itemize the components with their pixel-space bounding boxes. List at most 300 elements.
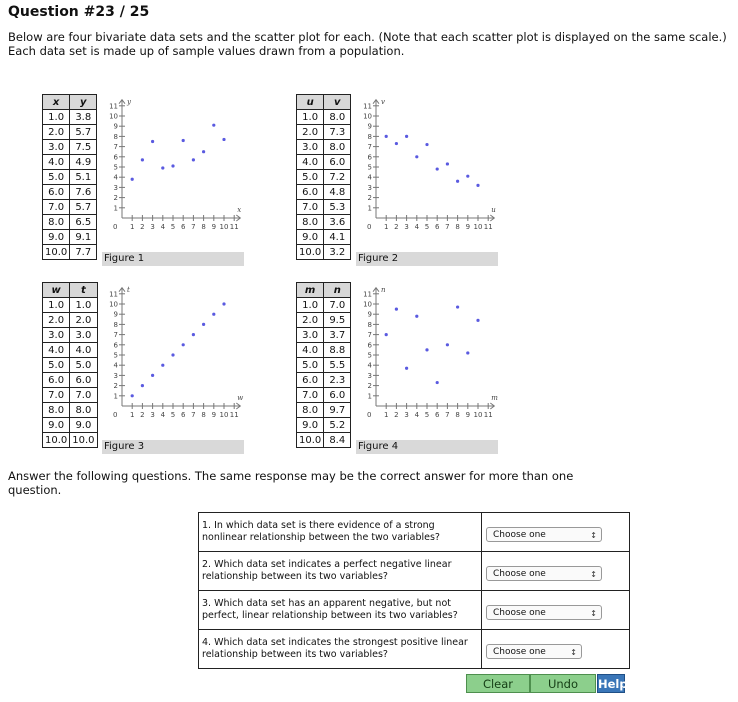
x-value-cell: 10.0 (43, 433, 70, 448)
answer-select-1[interactable]: Choose one ↕ (486, 527, 602, 542)
figure-label: Figure 2 (356, 252, 498, 266)
y-value-cell: 7.0 (324, 298, 351, 313)
questions-table (198, 512, 630, 669)
y-value-cell: 9.7 (324, 403, 351, 418)
x-tick-label: 6 (180, 223, 186, 231)
table-row (297, 433, 351, 448)
y-value-cell: 8.0 (324, 140, 351, 155)
data-point (395, 308, 398, 311)
table-row (43, 433, 98, 448)
figure-label: Figure 4 (356, 440, 498, 454)
table-row (43, 245, 97, 260)
y-value-cell: 3.2 (324, 245, 351, 260)
y-tick-label: 2 (367, 194, 372, 203)
table-row (297, 200, 351, 215)
x-tick-label: 1 (129, 411, 135, 419)
undo-button[interactable]: Undo (530, 674, 596, 693)
table-row (43, 230, 97, 245)
table-row (43, 200, 97, 215)
table-row (297, 125, 351, 140)
question-intro: Below are four bivariate data sets and the scatter plot for each. (Note that each scatter plot is displayed on the same scale.) Each data set is made up of sample values drawn from a population. (8, 30, 727, 58)
question-text: 1. In which data set is there evidence of a strong nonlinear relationship between the two variables? (199, 513, 482, 552)
y-tick-label: 5 (113, 163, 118, 172)
y-value-cell: 4.9 (70, 155, 97, 170)
table-row (43, 358, 98, 373)
y-tick-label: 9 (367, 122, 372, 131)
x-value-cell: 2.0 (43, 313, 70, 328)
y-tick-label: 10 (363, 112, 372, 121)
x-tick-label: 7 (191, 411, 196, 419)
x-tick-label: 5 (170, 223, 176, 231)
data-point (192, 158, 195, 161)
table-row (297, 313, 351, 328)
x-value-cell: 7.0 (297, 388, 324, 403)
y-value-cell: 6.0 (324, 155, 351, 170)
y-value-cell: 3.6 (324, 215, 351, 230)
data-point (405, 367, 408, 370)
table-row (297, 373, 351, 388)
x-tick-label: 11 (229, 223, 239, 231)
x-tick-label: 2 (140, 223, 145, 231)
y-value-cell: 4.1 (324, 230, 351, 245)
y-tick-label: 2 (113, 194, 118, 203)
x-value-cell: 10.0 (297, 433, 324, 448)
table-row (43, 110, 97, 125)
x-tick-label: 6 (180, 411, 186, 419)
data-table (42, 282, 98, 448)
x-tick-label: 1 (383, 223, 389, 231)
y-tick-label: 1 (113, 392, 118, 401)
x-tick-label: 11 (483, 411, 493, 419)
table-row (43, 388, 98, 403)
x-value-cell: 6.0 (297, 185, 324, 200)
figure-label: Figure 3 (102, 440, 244, 454)
x-value-cell: 7.0 (297, 200, 324, 215)
x-value-cell: 8.0 (297, 403, 324, 418)
origin-label: 0 (367, 411, 372, 419)
x-tick-label: 4 (414, 223, 420, 231)
table-row (297, 185, 351, 200)
table-row (43, 155, 97, 170)
x-value-cell: 10.0 (297, 245, 324, 260)
x-value-cell: 9.0 (297, 230, 324, 245)
data-point (436, 381, 439, 384)
data-point (456, 305, 459, 308)
data-table (296, 282, 351, 448)
table-row (297, 298, 351, 313)
y-value-cell: 7.3 (324, 125, 351, 140)
y-value-cell: 4.8 (324, 185, 351, 200)
y-value-cell: 1.0 (70, 298, 97, 313)
data-table (296, 94, 351, 260)
y-tick-label: 11 (363, 290, 372, 299)
y-tick-label: 5 (367, 351, 372, 360)
x-value-cell: 7.0 (43, 200, 70, 215)
table-row (43, 215, 97, 230)
y-value-cell: 5.5 (324, 358, 351, 373)
x-tick-label: 8 (455, 223, 460, 231)
x-tick-label: 7 (445, 223, 450, 231)
x-tick-label: 3 (404, 223, 409, 231)
y-tick-label: 10 (109, 300, 118, 309)
y-header: t (70, 283, 97, 298)
table-row (43, 125, 97, 140)
dataset-panel-3 (42, 282, 252, 472)
dataset-panel-2 (296, 94, 506, 284)
x-tick-label: 9 (211, 223, 217, 231)
y-value-cell: 9.0 (70, 418, 97, 433)
y-value-cell: 10.0 (70, 433, 97, 448)
x-header: m (297, 283, 324, 298)
y-tick-label: 6 (367, 341, 372, 350)
x-header: w (43, 283, 70, 298)
data-point (385, 135, 388, 138)
data-point (476, 319, 479, 322)
y-tick-label: 4 (367, 361, 372, 370)
table-row (297, 230, 351, 245)
x-value-cell: 5.0 (297, 170, 324, 185)
scatter-plot (98, 282, 248, 432)
data-point (141, 158, 144, 161)
table-row (297, 358, 351, 373)
y-value-cell: 6.5 (70, 215, 97, 230)
y-value-cell: 5.7 (70, 200, 97, 215)
y-value-cell: 9.5 (324, 313, 351, 328)
x-axis-label: m (491, 394, 498, 402)
select-arrows-icon: ↕ (590, 609, 597, 618)
table-row (297, 170, 351, 185)
y-tick-label: 6 (113, 341, 118, 350)
y-tick-label: 9 (113, 122, 118, 131)
x-tick-label: 9 (465, 411, 471, 419)
y-tick-label: 8 (113, 320, 118, 329)
question-text: 2. Which data set indicates a perfect negative linear relationship between its two variables? (199, 552, 482, 591)
x-tick-label: 5 (424, 223, 430, 231)
data-point (222, 302, 225, 305)
x-tick-label: 10 (473, 223, 483, 231)
table-row (43, 343, 98, 358)
x-tick-label: 2 (394, 411, 399, 419)
data-point (466, 351, 469, 354)
x-tick-label: 10 (473, 411, 483, 419)
y-value-cell: 8.8 (324, 343, 351, 358)
y-tick-label: 3 (113, 371, 118, 380)
table-row (297, 215, 351, 230)
y-tick-label: 11 (109, 290, 118, 299)
y-tick-label: 1 (367, 392, 372, 401)
y-value-cell: 7.5 (70, 140, 97, 155)
y-header: n (324, 283, 351, 298)
data-point (171, 164, 174, 167)
y-tick-label: 8 (367, 132, 372, 141)
data-point (192, 333, 195, 336)
data-point (212, 313, 215, 316)
y-value-cell: 3.7 (324, 328, 351, 343)
x-tick-label: 2 (140, 411, 145, 419)
answer-instructions: Answer the following questions. The same response may be the correct answer for more than one question. (8, 469, 574, 497)
x-tick-label: 1 (383, 411, 389, 419)
y-value-cell: 7.2 (324, 170, 351, 185)
y-tick-label: 5 (113, 351, 118, 360)
y-tick-label: 9 (113, 310, 118, 319)
x-value-cell: 3.0 (297, 328, 324, 343)
scatter-plot (98, 94, 248, 244)
x-value-cell: 8.0 (297, 215, 324, 230)
x-value-cell: 8.0 (43, 215, 70, 230)
origin-label: 0 (113, 223, 118, 231)
x-tick-label: 10 (219, 411, 229, 419)
y-value-cell: 5.7 (70, 125, 97, 140)
y-value-cell: 7.0 (70, 388, 97, 403)
data-point (222, 138, 225, 141)
x-value-cell: 6.0 (43, 185, 70, 200)
x-value-cell: 9.0 (297, 418, 324, 433)
y-value-cell: 8.4 (324, 433, 351, 448)
data-point (395, 142, 398, 145)
y-axis-label: t (127, 285, 130, 294)
y-axis-label: v (381, 97, 385, 106)
y-tick-label: 7 (367, 331, 372, 340)
x-value-cell: 2.0 (297, 125, 324, 140)
x-tick-label: 10 (219, 223, 229, 231)
y-value-cell: 8.0 (324, 110, 351, 125)
x-tick-label: 9 (211, 411, 217, 419)
data-point (161, 166, 164, 169)
table-row (297, 418, 351, 433)
x-value-cell: 4.0 (297, 155, 324, 170)
table-row (297, 388, 351, 403)
x-tick-label: 2 (394, 223, 399, 231)
x-value-cell: 4.0 (43, 155, 70, 170)
x-value-cell: 4.0 (43, 343, 70, 358)
y-tick-label: 6 (113, 153, 118, 162)
clear-button[interactable]: Clear (466, 674, 530, 693)
table-row (43, 313, 98, 328)
data-point (466, 175, 469, 178)
data-point (425, 143, 428, 146)
scatter-plot (352, 282, 502, 432)
table-row (297, 403, 351, 418)
y-value-cell: 3.0 (70, 328, 97, 343)
y-value-cell: 5.1 (70, 170, 97, 185)
y-tick-label: 7 (113, 143, 118, 152)
question-row (199, 630, 630, 669)
y-value-cell: 7.7 (70, 245, 97, 260)
y-tick-label: 3 (367, 371, 372, 380)
x-tick-label: 6 (434, 223, 440, 231)
y-tick-label: 2 (367, 382, 372, 391)
data-point (171, 353, 174, 356)
y-axis-label: y (127, 97, 131, 106)
x-tick-label: 8 (201, 223, 206, 231)
table-row (43, 328, 98, 343)
y-tick-label: 3 (113, 183, 118, 192)
x-value-cell: 8.0 (43, 403, 70, 418)
answer-select-2[interactable]: Choose one ↕ (486, 566, 602, 581)
data-point (131, 394, 134, 397)
data-point (151, 140, 154, 143)
x-value-cell: 2.0 (297, 313, 324, 328)
x-value-cell: 1.0 (297, 110, 324, 125)
x-value-cell: 5.0 (43, 170, 70, 185)
y-tick-label: 2 (113, 382, 118, 391)
table-row (297, 343, 351, 358)
x-header: x (43, 95, 70, 110)
data-point (405, 135, 408, 138)
x-value-cell: 5.0 (43, 358, 70, 373)
table-row (297, 155, 351, 170)
x-value-cell: 3.0 (43, 328, 70, 343)
x-tick-label: 3 (150, 223, 155, 231)
x-value-cell: 1.0 (43, 298, 70, 313)
y-tick-label: 11 (109, 102, 118, 111)
y-tick-label: 1 (367, 204, 372, 213)
x-tick-label: 9 (465, 223, 471, 231)
x-axis-label: x (237, 206, 242, 214)
y-tick-label: 6 (367, 153, 372, 162)
y-value-cell: 4.0 (70, 343, 97, 358)
answer-select-4[interactable]: Choose one ↕ (486, 644, 582, 659)
y-tick-label: 7 (367, 143, 372, 152)
data-point (161, 364, 164, 367)
y-tick-label: 4 (113, 173, 118, 182)
select-arrows-icon: ↕ (590, 570, 597, 579)
y-tick-label: 8 (367, 320, 372, 329)
table-row (43, 185, 97, 200)
data-point (415, 155, 418, 158)
x-value-cell: 9.0 (43, 418, 70, 433)
x-value-cell: 1.0 (43, 110, 70, 125)
data-point (476, 184, 479, 187)
x-tick-label: 4 (160, 411, 166, 419)
x-tick-label: 3 (404, 411, 409, 419)
table-row (297, 245, 351, 260)
table-row (43, 373, 98, 388)
question-row (199, 591, 630, 630)
data-point (415, 315, 418, 318)
data-point (456, 180, 459, 183)
y-tick-label: 1 (113, 204, 118, 213)
y-tick-label: 4 (113, 361, 118, 370)
data-point (436, 167, 439, 170)
table-row (297, 140, 351, 155)
x-tick-label: 6 (434, 411, 440, 419)
x-axis-label: u (491, 206, 496, 214)
table-row (297, 328, 351, 343)
data-point (446, 343, 449, 346)
data-point (141, 384, 144, 387)
table-row (43, 140, 97, 155)
origin-label: 0 (113, 411, 118, 419)
data-point (446, 162, 449, 165)
y-tick-label: 8 (113, 132, 118, 141)
scatter-plot (352, 94, 502, 244)
dataset-panel-4 (296, 282, 506, 472)
x-tick-label: 8 (455, 411, 460, 419)
x-tick-label: 7 (191, 223, 196, 231)
y-tick-label: 10 (109, 112, 118, 121)
y-value-cell: 3.8 (70, 110, 97, 125)
x-value-cell: 3.0 (297, 140, 324, 155)
y-value-cell: 7.6 (70, 185, 97, 200)
x-tick-label: 1 (129, 223, 135, 231)
data-point (202, 150, 205, 153)
x-tick-label: 7 (445, 411, 450, 419)
data-point (425, 348, 428, 351)
y-value-cell: 8.0 (70, 403, 97, 418)
select-arrows-icon: ↕ (590, 531, 597, 540)
x-value-cell: 6.0 (43, 373, 70, 388)
x-tick-label: 3 (150, 411, 155, 419)
table-row (43, 403, 98, 418)
select-arrows-icon: ↕ (570, 648, 577, 657)
x-header: u (297, 95, 324, 110)
x-value-cell: 5.0 (297, 358, 324, 373)
question-row (199, 552, 630, 591)
data-point (182, 139, 185, 142)
y-value-cell: 5.3 (324, 200, 351, 215)
question-text: 3. Which data set has an apparent negative, but not perfect, linear relationship between its two variables? (199, 591, 482, 630)
data-table (42, 94, 97, 260)
table-row (297, 110, 351, 125)
question-title: Question #23 / 25 (8, 4, 150, 20)
x-tick-label: 4 (160, 223, 166, 231)
question-text: 4. Which data set indicates the strongest positive linear relationship between its two variables? (199, 630, 482, 669)
y-axis-label: n (381, 285, 386, 294)
x-tick-label: 4 (414, 411, 420, 419)
origin-label: 0 (367, 223, 372, 231)
data-point (202, 323, 205, 326)
data-point (131, 178, 134, 181)
x-value-cell: 2.0 (43, 125, 70, 140)
x-tick-label: 11 (483, 223, 493, 231)
y-tick-label: 11 (363, 102, 372, 111)
y-tick-label: 4 (367, 173, 372, 182)
x-tick-label: 11 (229, 411, 239, 419)
x-value-cell: 3.0 (43, 140, 70, 155)
y-tick-label: 3 (367, 183, 372, 192)
answer-select-3[interactable]: Choose one ↕ (486, 605, 602, 620)
y-value-cell: 6.0 (324, 388, 351, 403)
figure-label: Figure 1 (102, 252, 244, 266)
table-row (43, 298, 98, 313)
y-tick-label: 7 (113, 331, 118, 340)
question-row (199, 513, 630, 552)
table-row (43, 170, 97, 185)
table-row (43, 418, 98, 433)
x-tick-label: 8 (201, 411, 206, 419)
y-value-cell: 2.0 (70, 313, 97, 328)
y-tick-label: 9 (367, 310, 372, 319)
y-tick-label: 10 (363, 300, 372, 309)
help-button[interactable]: Help (597, 674, 625, 693)
y-header: y (70, 95, 97, 110)
data-point (182, 343, 185, 346)
dataset-panel-1 (42, 94, 252, 284)
data-point (385, 333, 388, 336)
x-value-cell: 10.0 (43, 245, 70, 260)
x-value-cell: 4.0 (297, 343, 324, 358)
x-value-cell: 9.0 (43, 230, 70, 245)
x-tick-label: 5 (170, 411, 176, 419)
x-value-cell: 6.0 (297, 373, 324, 388)
y-value-cell: 5.0 (70, 358, 97, 373)
x-value-cell: 7.0 (43, 388, 70, 403)
x-tick-label: 5 (424, 411, 430, 419)
y-value-cell: 6.0 (70, 373, 97, 388)
y-value-cell: 2.3 (324, 373, 351, 388)
x-axis-label: w (237, 394, 244, 402)
